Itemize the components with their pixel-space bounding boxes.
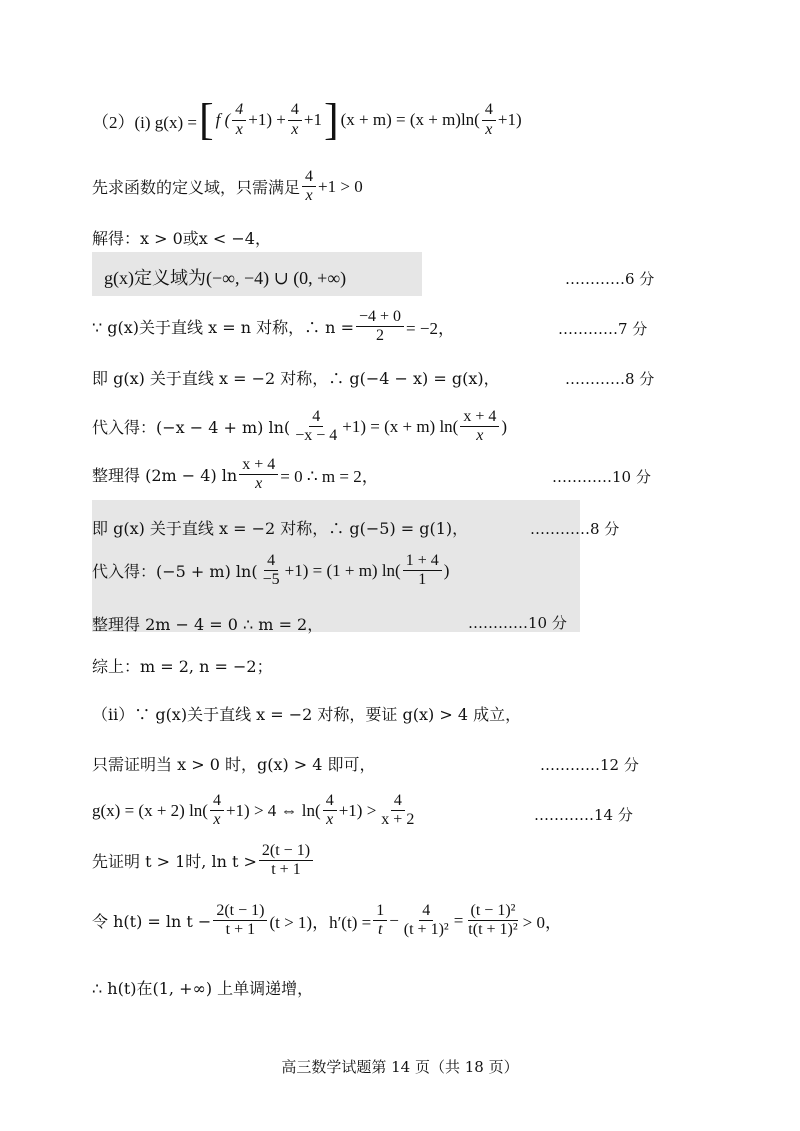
fraction: $\frac{x + 4}{x}$: [460, 408, 499, 446]
line-lemma: 先证明 t > 1时, ln t > $\frac{2(t - 1)}{t + 1}$: [92, 842, 315, 880]
score-14: …………14 分: [534, 806, 633, 824]
score-8-alt: …………8 分: [530, 520, 620, 538]
fraction: $\frac{\text{(t − 1)²}}{\text{t(t + 1)²}}$: [468, 902, 518, 939]
line-domain-condition: 先求函数的定义域，只需满足 $\frac{4}{x}$ +1 > 0: [92, 168, 363, 205]
line-conclusion: 综上：m = 2, n = −2；: [92, 657, 273, 676]
line-simplify-2: 整理得 2m − 4 = 0 ∴ m = 2，: [92, 615, 324, 634]
score-10: …………10 分: [552, 468, 651, 486]
line-substitute-2: 代入得：(−5 + m) ln( $\frac{4}{-5}$ +1) = (1 + m) ln( $\frac{1 + 4}{1}$ ): [92, 552, 450, 589]
line-symmetry-n: ∵ g(x)关于直线 x = n 对称，∴ n = $\frac{-4 + 0}{2}$ = −2，: [92, 308, 455, 345]
fraction: $\frac{2(t - 1)}{t + 1}$: [213, 902, 267, 940]
fraction: $\frac{1}{t}$: [373, 902, 387, 940]
line-equivalence: g(x) = (x + 2) ln( $\frac{4}{x}$ +1) > 4 ⇔ ln( $\frac{4}{x}$ +1) > $\frac{4}{x + 2}$: [92, 792, 419, 830]
line-g-definition: （2）(i) g(x) = [ f ( $\frac{4}{x}$ +1) + $\frac{4}{x}$ +1 ] (x + m) = (x + m)ln( $\frac{4}{x}$ +1): [92, 95, 522, 144]
fraction: $\frac{4}{x}$: [482, 101, 496, 139]
score-6: …………6 分: [565, 270, 655, 288]
line-need-prove: 只需证明当 x > 0 时，g(x) > 4 即可，: [92, 755, 376, 774]
line-monotonic: ∴ h(t)在(1, +∞) 上单调递增，: [92, 979, 314, 998]
score-7: …………7 分: [558, 320, 648, 338]
fraction: $\frac{4}{x + 2}$: [381, 792, 415, 829]
right-bracket: ]: [323, 95, 339, 144]
fraction: $\frac{4}{\text{(t + 1)²}}$: [403, 902, 449, 939]
fraction: $\frac{4}{x}$: [323, 792, 337, 830]
fraction: $\frac{4}{x}$: [210, 792, 224, 830]
line-h-derivative: 令 h(t) = ln t − $\frac{2(t - 1)}{t + 1}$ (t > 1)，h′(t) = $\frac{1}{t}$ − $\frac{4}{\text{(t + 1)²}}$ = $\frac{\text{(t − 1)²}}{\text{t(t + 1)²}}$ > 0，: [92, 902, 563, 939]
fraction: $\frac{x + 4}{x}$: [239, 456, 278, 494]
fraction: $\frac{4}{x}$: [288, 101, 302, 139]
fraction: $\frac{4}{x}$: [232, 101, 246, 139]
fraction: $\frac{1 + 4}{1}$: [403, 552, 442, 590]
fraction: $\frac{4}{-5}$: [262, 552, 280, 589]
fraction: $\frac{4}{x}$: [302, 168, 316, 206]
fraction: $\frac{2(t - 1)}{t + 1}$: [259, 842, 313, 880]
score-10-alt: …………10 分: [468, 614, 567, 632]
line-simplify-1: 整理得 (2m − 4) ln $\frac{x + 4}{x}$ = 0 ∴ m = 2，: [92, 456, 379, 493]
fraction: $\frac{-4 + 0}{2}$: [356, 308, 404, 346]
line-symmetry-alt: 即 g(x) 关于直线 x = −2 对称，∴ g(−5) = g(1)，: [92, 519, 469, 538]
line-substitute-1: 代入得：(−x − 4 + m) ln( $\frac{4}{-x - 4}$ +1) = (x + m) ln( $\frac{x + 4}{x}$ ): [92, 408, 508, 445]
line-symmetry-g: 即 g(x) 关于直线 x = −2 对称，∴ g(−4 − x) = g(x)，: [92, 369, 500, 388]
score-8: …………8 分: [565, 370, 655, 388]
line-domain-result: g(x)定义域为(−∞, −4) ∪ (0, +∞): [104, 268, 347, 288]
left-bracket: [: [198, 95, 214, 144]
line-part-ii: （ii）∵ g(x)关于直线 x = −2 对称，要证 g(x) > 4 成立，: [92, 705, 522, 724]
page-footer: 高三数学试题第 14 页（共 18 页）: [281, 1058, 519, 1076]
line-solution: 解得：x > 0或x < −4，: [92, 229, 271, 248]
score-12: …………12 分: [540, 756, 639, 774]
fraction: $\frac{4}{-x - 4}$: [295, 408, 338, 445]
